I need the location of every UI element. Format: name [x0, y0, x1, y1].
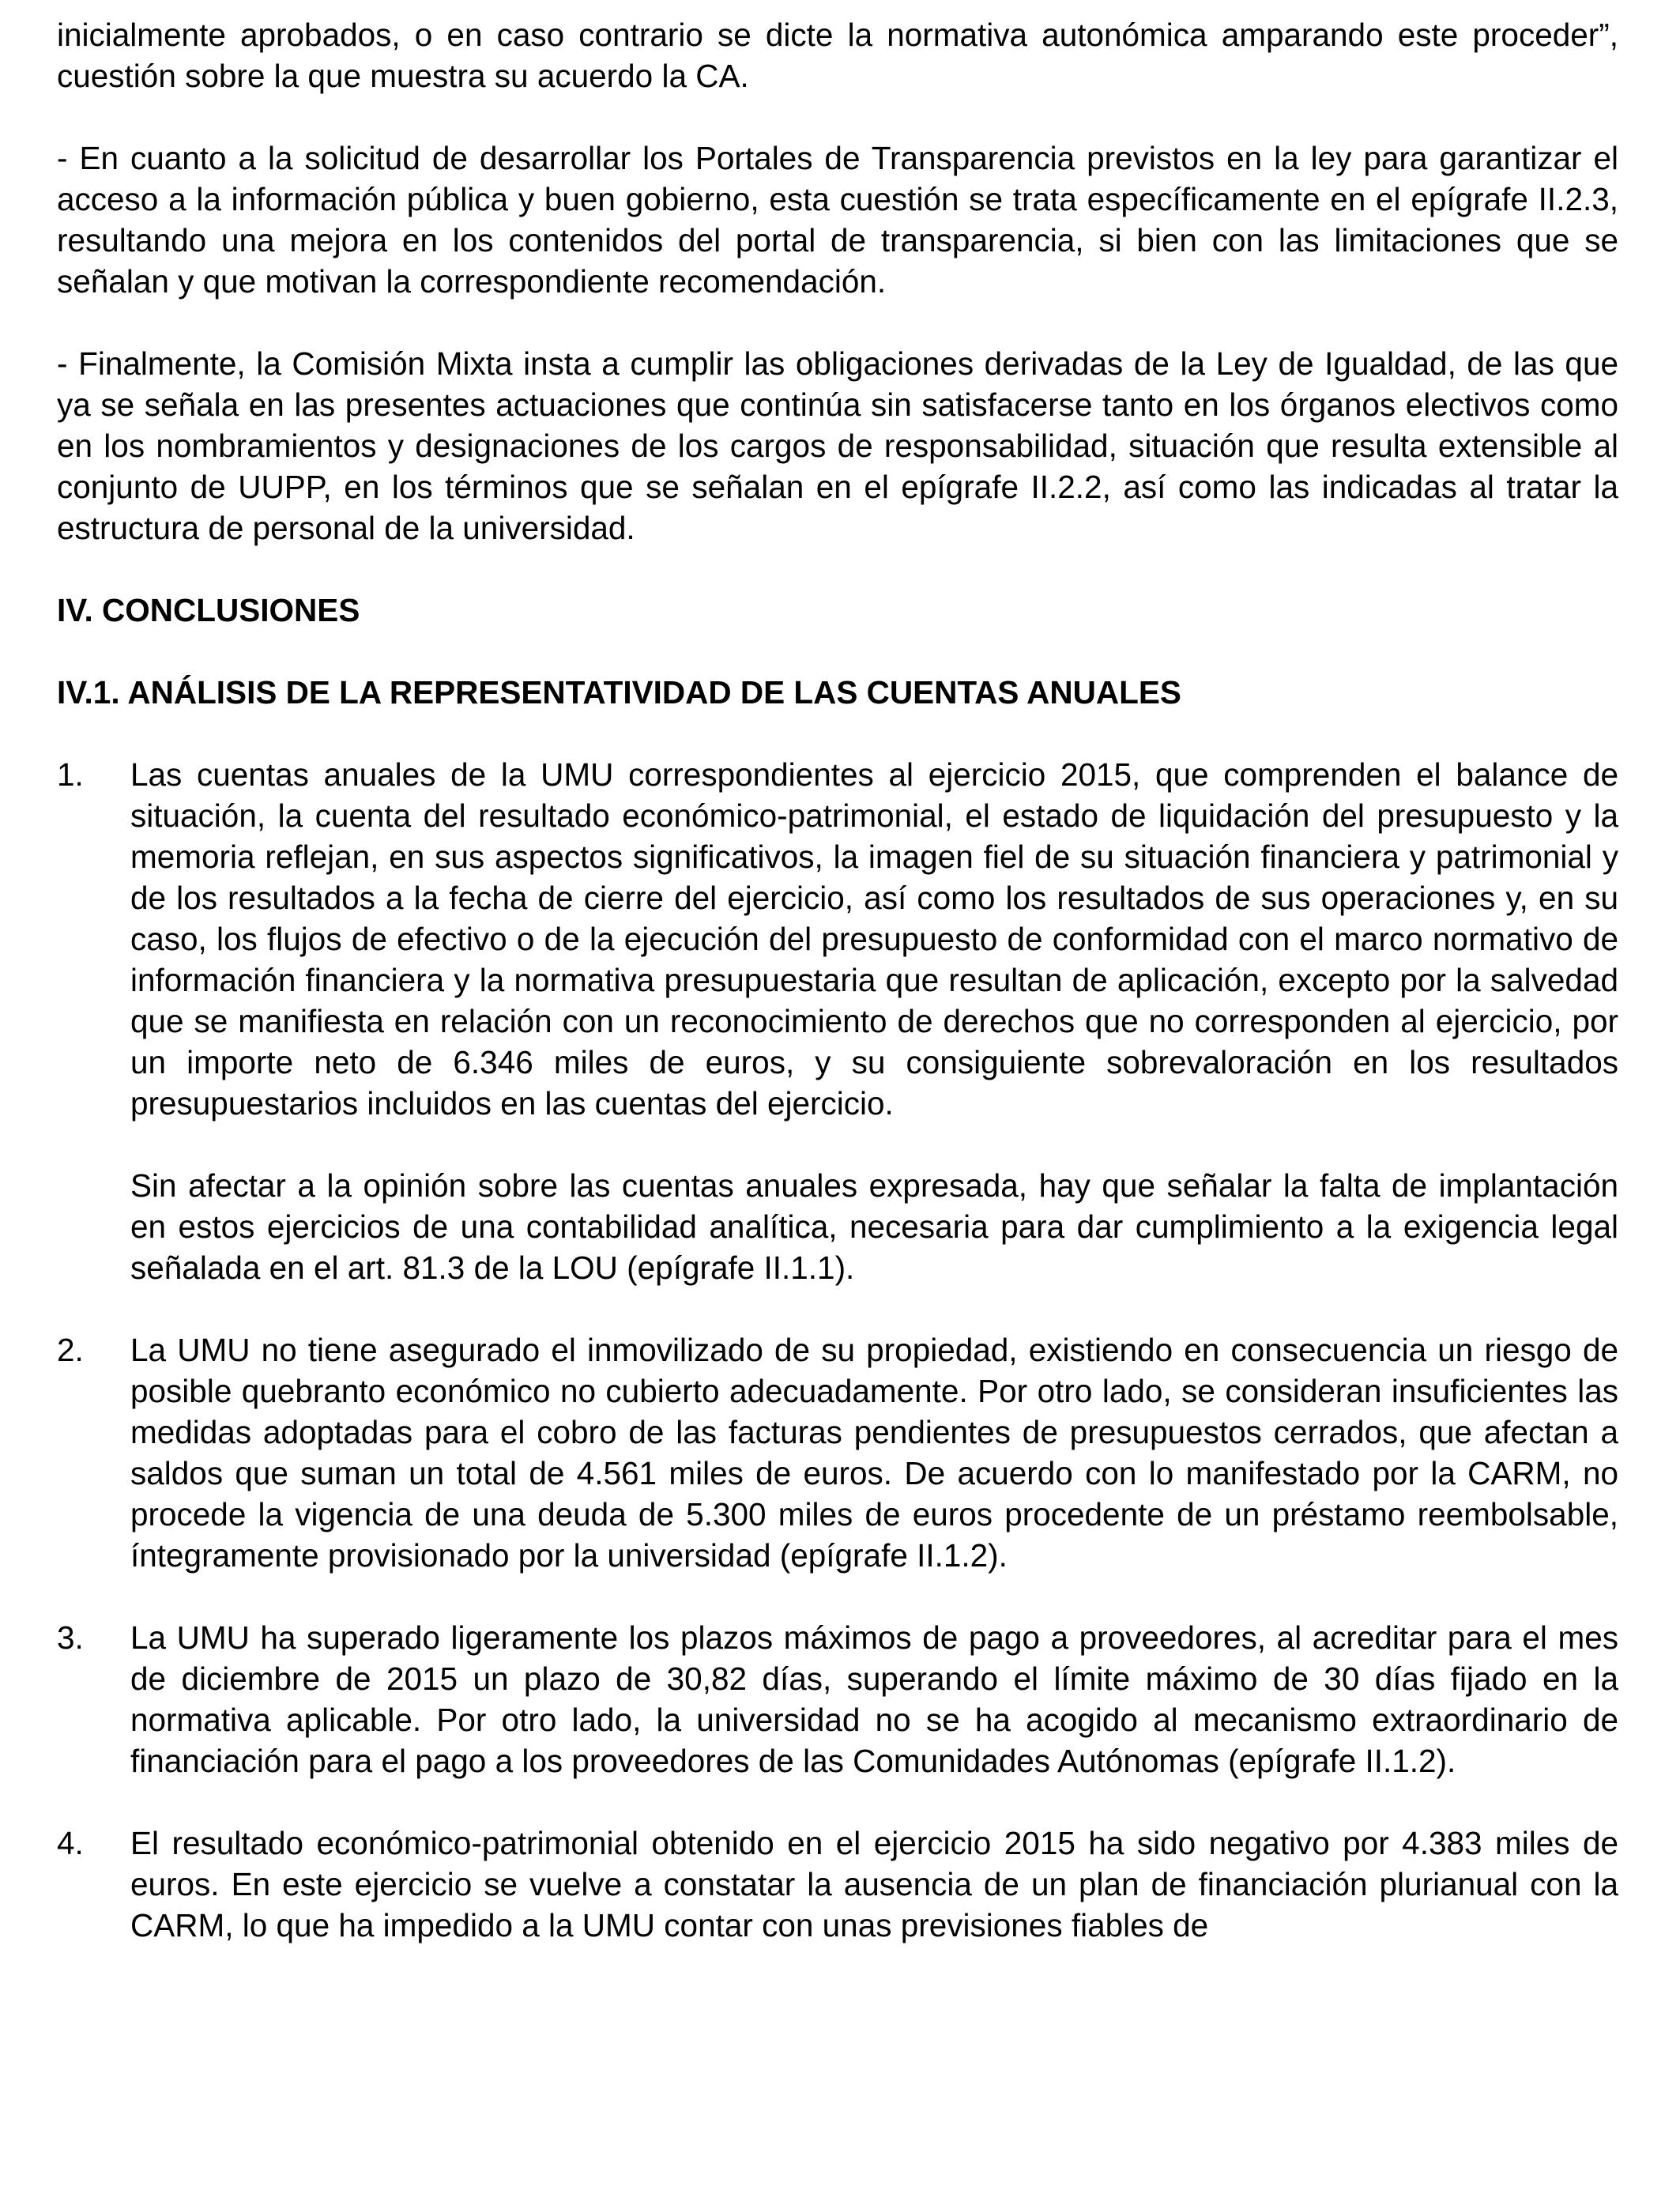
- intro-paragraph-3: - Finalmente, la Comisión Mixta insta a cumplir las obligaciones derivadas de la Ley de Igualdad, de las que ya se señala en las presentes actuaciones que continúa sin satisfacerse tanto en los órganos electivos como en los nombramientos y designaciones de los cargos de responsabilidad, situación que resulta extensible al conjunto de UUPP, en los términos que se señalan en el epígrafe II.2.2, así como las indicadas al tratar la estructura de personal de la universidad.: [57, 345, 1618, 546]
- item-number: 2.: [57, 1332, 84, 1368]
- conclusion-item-3: [57, 1617, 1618, 1781]
- item-number: 3.: [57, 1619, 84, 1656]
- intro-paragraph-2: - En cuanto a la solicitud de desarrollar los Portales de Transparencia previstos en la ley para garantizar el acceso a la información pública y buen gobierno, esta cuestión se trata específicamente en el epígrafe II.2.3, resultando una mejora en los contenidos del portal de transparencia, si bien con las limitaciones que se señalan y que motivan la correspondiente recomendación.: [57, 140, 1618, 300]
- item-text: La UMU ha superado ligeramente los plazos máximos de pago a proveedores, al acreditar para el mes de diciembre de 2015 un plazo de 30,82 días, superando el límite máximo de 30 días fijado en la normativa aplicable. Por otro lado, la universidad no se ha acogido al mecanismo extraordinario de financiación para el pago a los proveedores de las Comunidades Autónomas (epígrafe II.1.2).: [130, 1619, 1618, 1779]
- item-subparagraph: Sin afectar a la opinión sobre las cuentas anuales expresada, hay que señalar la falta de implantación en estos ejercicios de una contabilidad analítica, necesaria para dar cumplimiento a la exigencia legal señalada en el art. 81.3 de la LOU (epígrafe II.1.1).: [130, 1167, 1618, 1286]
- conclusion-item-2: [57, 1329, 1618, 1576]
- intro-paragraph-1: inicialmente aprobados, o en caso contrario se dicte la normativa autonómica amparando este proceder”, cuestión sobre la que muestra su acuerdo la CA.: [57, 17, 1618, 94]
- item-text: La UMU no tiene asegurado el inmovilizado de su propiedad, existiendo en consecuencia un riesgo de posible quebranto económico no cubierto adecuadamente. Por otro lado, se consideran insuficientes las medidas adoptadas para el cobro de las facturas pendientes de presupuestos cerrados, que afectan a saldos que suman un total de 4.561 miles de euros. De acuerdo con lo manifestado por la CARM, no procede la vigencia de una deuda de 5.300 miles de euros procedente de un préstamo reembolsable, íntegramente provisionado por la universidad (epígrafe II.1.2).: [130, 1332, 1618, 1574]
- item-text: Las cuentas anuales de la UMU correspondientes al ejercicio 2015, que comprenden el balance de situación, la cuenta del resultado económico-patrimonial, el estado de liquidación del presupuesto y la memoria reflejan, en sus aspectos significativos, la imagen fiel de su situación financiera y patrimonial y de los resultados a la fecha de cierre del ejercicio, así como los resultados de sus operaciones y, en su caso, los flujos de efectivo o de la ejecución del presupuesto de conformidad con el marco normativo de información financiera y la normativa presupuestaria que resultan de aplicación, excepto por la salvedad que se manifiesta en relación con un reconocimiento de derechos que no corresponden al ejercicio, por un importe neto de 6.346 miles de euros, y su consiguiente sobrevaloración en los resultados presupuestarios incluidos en las cuentas del ejercicio.: [130, 756, 1618, 1122]
- item-number: 1.: [57, 756, 84, 793]
- conclusion-item-1: [57, 754, 1618, 1288]
- section-title: IV. CONCLUSIONES: [57, 592, 360, 628]
- item-number: 4.: [57, 1825, 84, 1861]
- item-text: El resultado económico-patrimonial obtenido en el ejercicio 2015 ha sido negativo por 4.383 miles de euros. En este ejercicio se vuelve a constatar la ausencia de un plan de financiación plurianual con la CARM, lo que ha impedido a la UMU contar con unas previsiones fiables de: [130, 1825, 1618, 1943]
- section-subtitle: IV.1. ANÁLISIS DE LA REPRESENTATIVIDAD DE LAS CUENTAS ANUALES: [57, 674, 1181, 711]
- conclusion-item-4: [57, 1823, 1618, 1946]
- document-page: [57, 14, 1618, 1987]
